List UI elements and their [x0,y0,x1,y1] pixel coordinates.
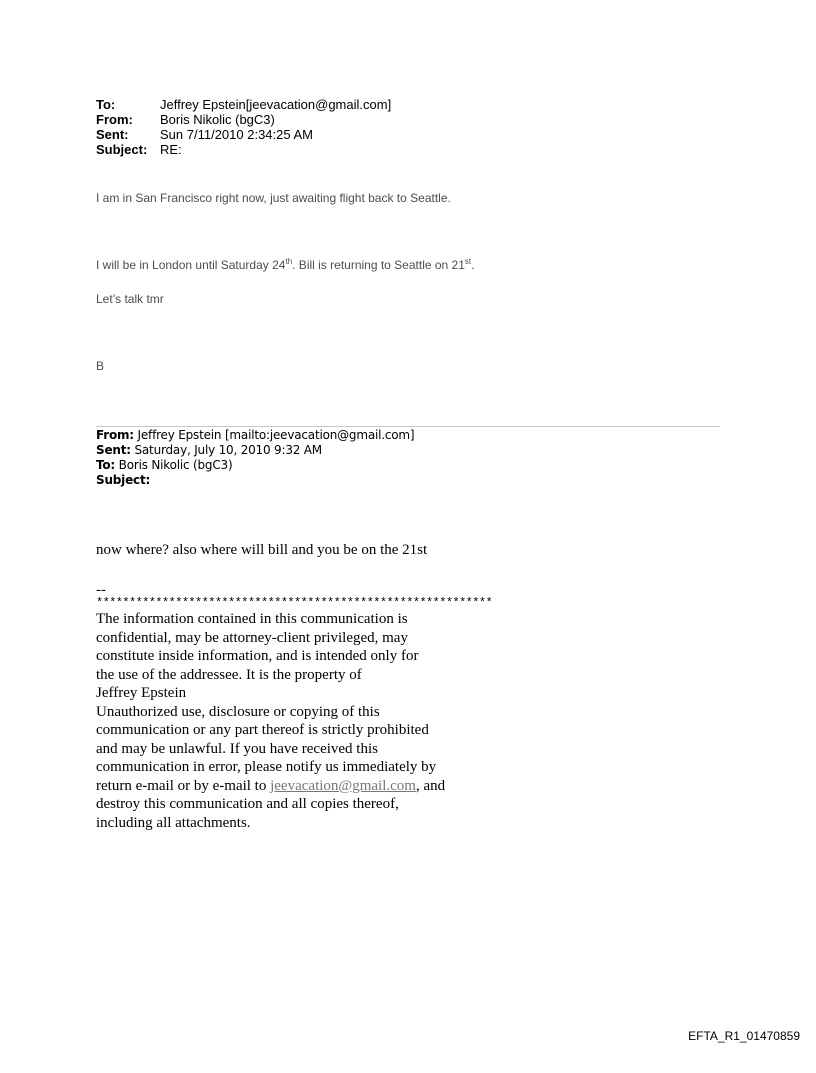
quoted-subject-row [96,473,414,488]
reply-line-2 [96,258,474,272]
quoted-from-row [96,428,414,443]
from-value: Boris Nikolic (bgC3) [160,112,275,127]
disclaimer-link-suffix: , and [415,777,446,794]
disclaimer-line: The information contained in this communication is [96,611,408,627]
disclaimer [96,584,492,832]
reply-line-2-part-3: . [471,258,475,272]
disclaimer-line: constitute inside information, and is intended only for [96,648,419,664]
header-from-row [96,112,391,127]
quoted-sent-label: Sent: [96,443,131,457]
from-label: From: [96,112,133,127]
header-to-row [96,97,391,112]
reply-line-2-part-2: . Bill is returning to Seattle on 21 [292,258,465,272]
quoted-to-value: Boris Nikolic (bgC3) [115,458,233,472]
reply-line-2-sup-1: th [285,257,293,266]
original-message-body: now where? also where will bill and you be on the 21st [96,542,428,558]
sent-label: Sent: [96,127,129,142]
quoted-to-label: To: [96,458,116,472]
disclaimer-line: communication or any part thereof is strictly prohibited [96,722,429,738]
subject-value: RE: [160,142,182,157]
to-value: Jeffrey Epstein[jeevacation@gmail.com] [160,97,392,112]
signature-separator: -- [96,582,106,598]
subject-label: Subject: [96,142,148,157]
to-label: To: [96,97,116,112]
quoted-from-value: Jeffrey Epstein [mailto:jeevacation@gmail.com] [133,428,415,442]
disclaimer-line: including all attachments. [96,814,251,831]
disclaimer-link-prefix: return e-mail or by e-mail to [96,777,271,794]
quoted-header [96,428,414,488]
email-header [96,97,391,157]
header-subject-row [96,142,391,157]
header-sent-row [96,127,391,142]
sent-value: Sun 7/11/2010 2:34:25 AM [160,127,313,142]
quoted-sent-value: Saturday, July 10, 2010 9:32 AM [130,443,322,457]
asterisk-rule: ************************************************************ [96,596,493,610]
message-divider [96,426,720,427]
reply-signoff: B [96,359,105,373]
email-link[interactable]: jeevacation@gmail.com [270,777,416,794]
quoted-sent-row [96,443,414,458]
disclaimer-line: and may be unlawful. If you have received this [96,740,378,757]
document-id: EFTA_R1_01470859 [688,1029,800,1043]
disclaimer-line: the use of the addressee. It is the property of [96,666,362,683]
disclaimer-line: communication in error, please notify us immediately by [96,759,437,775]
quoted-to-row [96,458,414,473]
quoted-subject-label: Subject: [96,473,151,487]
disclaimer-line: Unauthorized use, disclosure or copying of this [96,703,380,720]
reply-line-2-sup-2: st [464,257,472,266]
reply-line-2-part-1: I will be in London until Saturday 24 [96,258,286,272]
quoted-from-label: From: [96,428,134,442]
disclaimer-line: destroy this communication and all copies thereof, [96,796,399,812]
disclaimer-link-line [96,777,492,796]
disclaimer-line: Jeffrey Epstein [96,685,187,701]
reply-line-1: I am in San Francisco right now, just awaiting flight back to Seattle. [96,191,451,205]
reply-line-3: Let’s talk tmr [96,292,164,306]
disclaimer-line: confidential, may be attorney-client privileged, may [96,629,408,646]
